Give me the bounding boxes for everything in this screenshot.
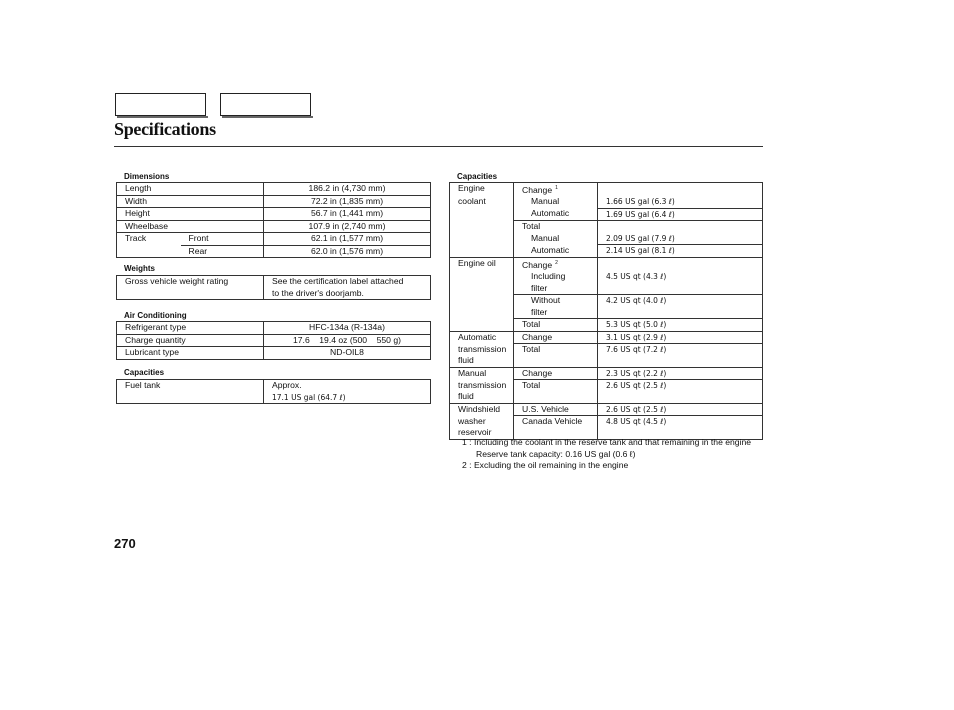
table-row <box>450 233 763 245</box>
coolant-total-automatic: Automatic <box>514 245 598 258</box>
title-rule <box>114 146 763 147</box>
table-row <box>450 208 763 221</box>
coolant-total-manual-value: 2.09 US gal (7.9 ℓ) <box>598 233 763 245</box>
track-rear-value: 62.0 in (1,576 mm) <box>264 245 431 258</box>
table-row <box>117 183 431 196</box>
table-row <box>117 322 431 335</box>
atf-label-2: transmission <box>458 343 507 354</box>
coolant-change: Change <box>522 184 553 195</box>
capacities-heading-right: Capacities <box>457 172 498 181</box>
capacities-table <box>449 182 763 440</box>
mtf-total: Total <box>514 380 598 404</box>
mtf-label-2: transmission <box>458 379 507 390</box>
oil-change: Change <box>522 259 553 270</box>
weights-value-line2: to the driver's doorjamb. <box>272 287 364 298</box>
footnote-1: 1 : Including the coolant in the reserve tank and that remaining in the engine <box>462 437 752 447</box>
ac-heading: Air Conditioning <box>124 311 187 320</box>
atf-total-value: 7.6 US qt (7.2 ℓ) <box>598 344 763 368</box>
capacities-heading-left: Capacities <box>124 368 165 377</box>
oil-total: Total <box>514 319 598 332</box>
table-row <box>450 271 763 295</box>
table-row <box>450 403 763 416</box>
coolant-change-automatic: Automatic <box>514 208 598 221</box>
table-row <box>117 195 431 208</box>
ac-table <box>116 321 431 360</box>
table-row <box>450 380 763 404</box>
table-row <box>450 221 763 233</box>
coolant-label-1: Engine <box>450 183 514 197</box>
ac-value: 17.6 19.4 oz (500 550 g) <box>264 334 431 347</box>
track-rear-label: Rear <box>181 245 264 258</box>
dim-value: 72.2 in (1,835 mm) <box>264 195 431 208</box>
washer-label-2: washer <box>458 415 486 426</box>
coolant-change-automatic-value: 1.69 US gal (6.4 ℓ) <box>598 208 763 221</box>
table-row <box>450 344 763 368</box>
oil-without: Without <box>531 295 561 306</box>
ac-value: HFC-134a (R-134a) <box>264 322 431 335</box>
ac-value: ND-OIL8 <box>264 347 431 360</box>
oil-including: Including <box>531 271 566 282</box>
oil-without-value: 4.2 US qt (4.0 ℓ) <box>598 295 763 319</box>
footnotes <box>462 437 772 472</box>
table-row <box>450 245 763 258</box>
coolant-total: Total <box>514 221 598 233</box>
ac-label: Charge quantity <box>117 334 264 347</box>
oil-total-value: 5.3 US qt (5.0 ℓ) <box>598 319 763 332</box>
fuel-label: Fuel tank <box>117 380 264 404</box>
dim-value: 56.7 in (1,441 mm) <box>264 208 431 221</box>
mtf-label-3: fluid <box>458 391 474 402</box>
table-row <box>450 331 763 344</box>
weights-value-line1: See the certification label attached <box>272 276 404 286</box>
atf-label-3: fluid <box>458 355 474 366</box>
weights-label: Gross vehicle weight rating <box>117 276 264 300</box>
washer-canada: Canada Vehicle <box>514 416 598 440</box>
atf-label-1: Automatic <box>450 331 514 344</box>
nav-button-1[interactable] <box>115 93 206 116</box>
atf-change: Change <box>514 331 598 344</box>
atf-change-value: 3.1 US qt (2.9 ℓ) <box>598 331 763 344</box>
fuel-value-line1: Approx. <box>272 380 302 390</box>
washer-us-value: 2.6 US qt (2.5 ℓ) <box>598 403 763 416</box>
weights-table <box>116 275 431 300</box>
oil-without-filter: filter <box>531 306 548 317</box>
oil-label: Engine oil <box>450 257 514 271</box>
table-row <box>117 208 431 221</box>
oil-including-filter: filter <box>531 282 548 293</box>
coolant-label-2: coolant <box>450 196 514 208</box>
track-front-label: Front <box>181 233 264 246</box>
table-row <box>117 276 431 300</box>
washer-us: U.S. Vehicle <box>514 403 598 416</box>
table-row <box>450 416 763 440</box>
weights-heading: Weights <box>124 264 155 273</box>
mtf-change-value: 2.3 US qt (2.2 ℓ) <box>598 367 763 380</box>
ac-label: Refrigerant type <box>117 322 264 335</box>
oil-including-value: 4.5 US qt (4.3 ℓ) <box>598 271 763 295</box>
table-row <box>117 220 431 233</box>
track-label: Track <box>117 233 181 258</box>
footnote-1-reserve: Reserve tank capacity: 0.16 US gal (0.6 ℓ) <box>476 448 636 459</box>
dimensions-heading: Dimensions <box>124 172 170 181</box>
dim-label: Wheelbase <box>117 220 264 233</box>
mtf-total-value: 2.6 US qt (2.5 ℓ) <box>598 380 763 404</box>
page-number: 270 <box>114 536 136 551</box>
dim-label: Length <box>117 183 264 196</box>
table-row <box>450 295 763 319</box>
coolant-change-manual: Manual <box>514 196 598 208</box>
dim-value: 186.2 in (4,730 mm) <box>264 183 431 196</box>
dim-label: Height <box>117 208 264 221</box>
table-row <box>117 347 431 360</box>
table-row <box>450 367 763 380</box>
coolant-total-automatic-value: 2.14 US gal (8.1 ℓ) <box>598 245 763 258</box>
washer-label-3: reservoir <box>458 427 492 438</box>
washer-canada-value: 4.8 US qt (4.5 ℓ) <box>598 416 763 440</box>
table-row <box>117 233 431 246</box>
note-marker: 2 <box>555 259 558 266</box>
track-front-value: 62.1 in (1,577 mm) <box>264 233 431 246</box>
mtf-label-1: Manual <box>450 367 514 380</box>
fuel-value-line2: 17.1 US gal (64.7 ℓ) <box>272 392 346 402</box>
table-row <box>450 319 763 332</box>
page-title: Specifications <box>114 119 216 139</box>
atf-total: Total <box>514 344 598 368</box>
fuel-table <box>116 379 431 404</box>
ac-label: Lubricant type <box>117 347 264 360</box>
dimensions-table <box>116 182 431 258</box>
table-row <box>450 196 763 208</box>
dim-label: Width <box>117 195 264 208</box>
washer-label-1: Windshield <box>450 403 514 416</box>
footnote-2: 2 : Excluding the oil remaining in the engine <box>462 460 629 471</box>
table-row <box>117 334 431 347</box>
nav-button-2[interactable] <box>220 93 311 116</box>
table-row <box>117 380 431 404</box>
mtf-change: Change <box>514 367 598 380</box>
table-row <box>450 257 763 271</box>
note-marker: 1 <box>555 185 558 191</box>
coolant-total-manual: Manual <box>514 233 598 245</box>
table-row <box>450 183 763 197</box>
coolant-change-manual-value: 1.66 US gal (6.3 ℓ) <box>598 196 763 208</box>
dim-value: 107.9 in (2,740 mm) <box>264 220 431 233</box>
